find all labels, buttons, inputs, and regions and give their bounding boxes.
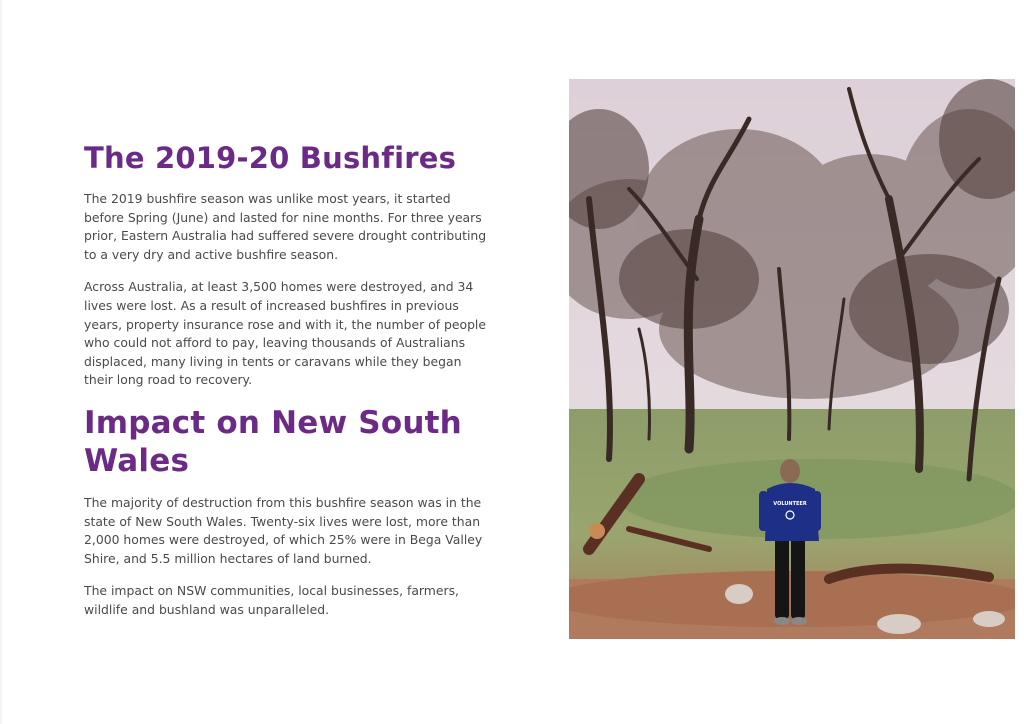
paragraph-nsw-destruction: The majority of destruction from this bushfire season was in the state of New South Wales. Twenty-six lives were lost, more than 2,000 homes were destroyed, of which 25% were in Bega Valley Shire, and 5.5 million hectares of land burned. xyxy=(84,494,483,566)
section-title-nsw-impact: Impact on New South Wales xyxy=(84,404,462,479)
bushfire-photo xyxy=(569,79,1015,639)
shirt-text: VOLUNTEER xyxy=(773,501,807,507)
paragraph-bushfire-season: The 2019 bushfire season was unlike most years, it started before Spring (June) and lasted for nine months. For three years prior, Eastern Australia had suffered severe drought contributing to a very dry and active bushfire season. xyxy=(84,191,487,262)
section-title-bushfires: The 2019-20 Bushfires xyxy=(84,141,457,175)
text-column xyxy=(84,140,544,634)
paragraph-nsw-communities: The impact on NSW communities, local businesses, farmers, wildlife and bushland was unparalleled. xyxy=(84,583,459,617)
burnt-forest-illustration xyxy=(569,79,1015,639)
scan-edge xyxy=(0,0,2,724)
paragraph-across-australia: Across Australia, at least 3,500 homes were destroyed, and 34 lives were lost. As a result of increased bushfires in previous years, property insurance rose and with it, the number of people who could not afford to pay, leaving thousands of Australians displaced, many living in tents or caravans while they began their long road to recovery. xyxy=(84,279,486,388)
